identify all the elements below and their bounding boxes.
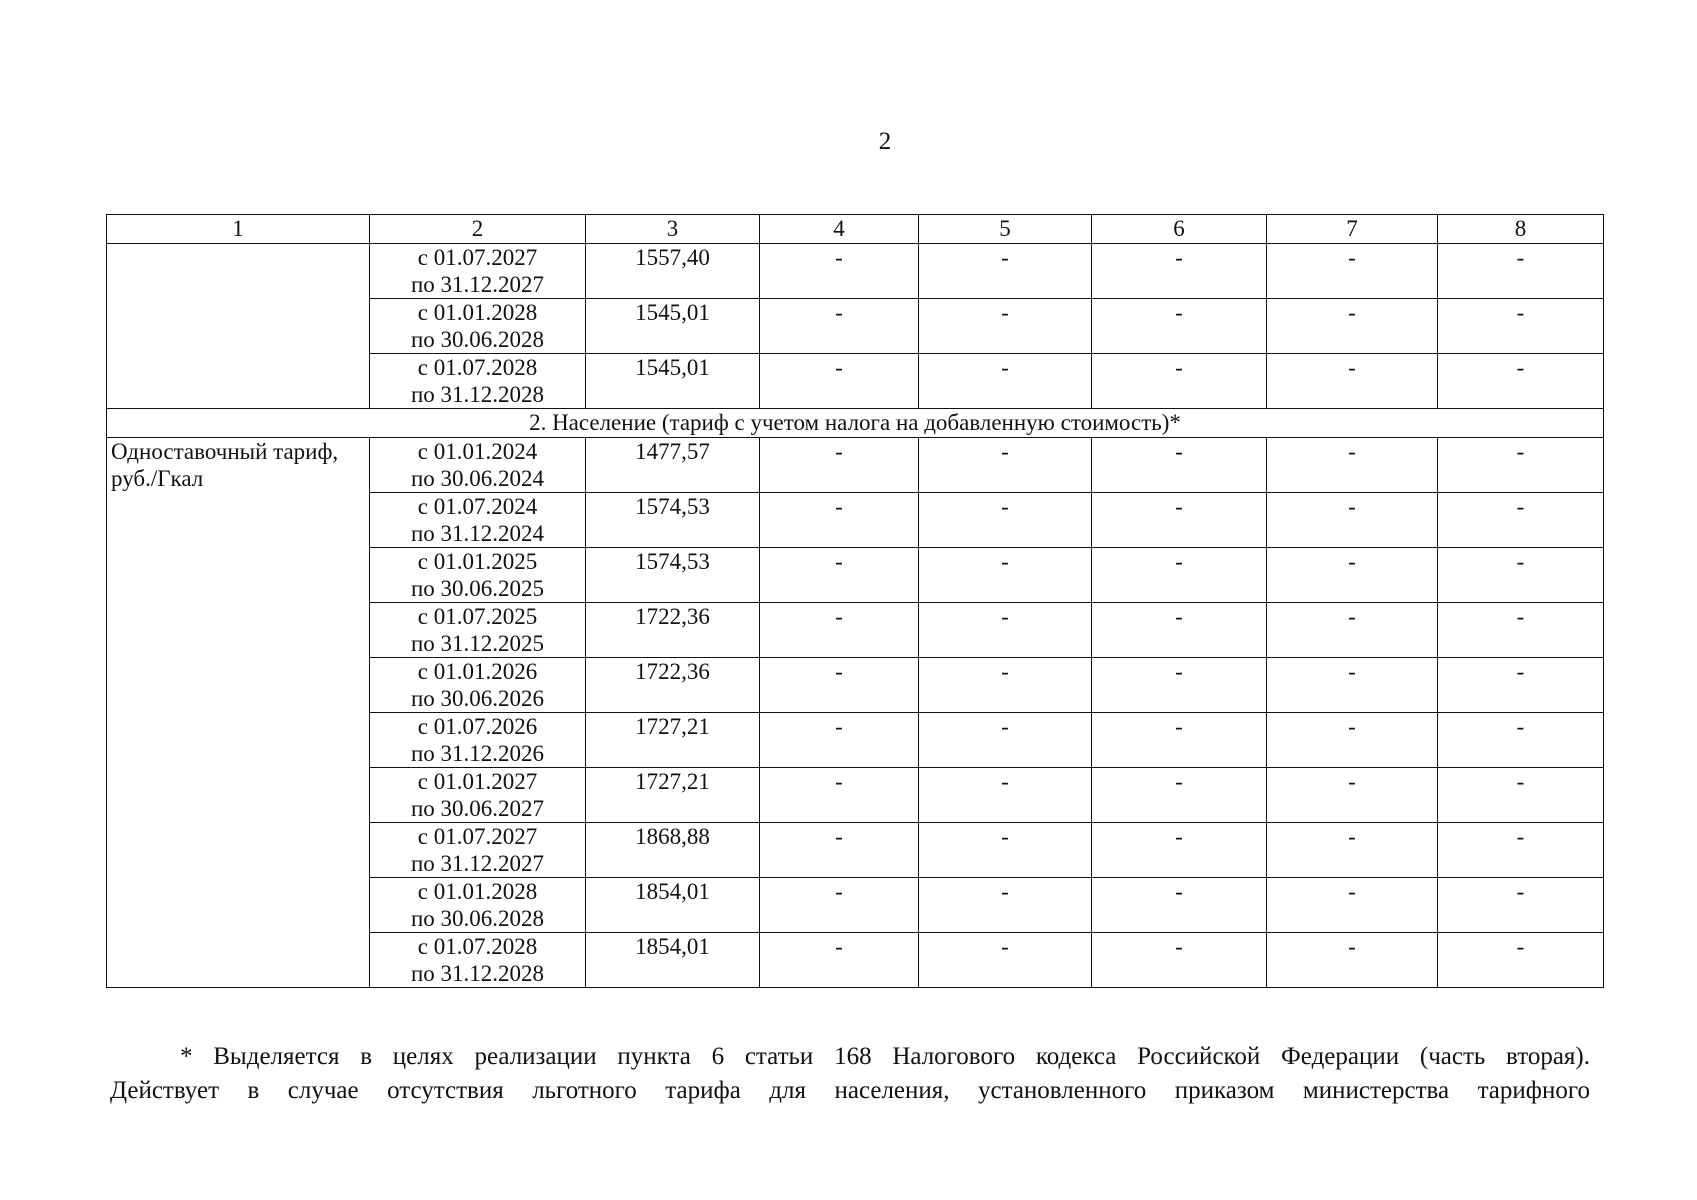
dash-cell: - — [1092, 713, 1267, 768]
dash-cell: - — [1267, 878, 1438, 933]
period-to: по 30.06.2024 — [410, 466, 545, 491]
tariff-value: 1545,01 — [586, 299, 760, 354]
dash-cell: - — [919, 493, 1092, 548]
dash-cell: - — [919, 438, 1092, 493]
column-header: 7 — [1267, 215, 1438, 244]
header-row — [107, 215, 1604, 244]
footnote-line: * Выделяется в целях реализации пункта 6 статьи 168 Налогового кодекса Российской Федерации (часть вторая). — [180, 1043, 1590, 1070]
period-to: по 30.06.2028 — [410, 906, 545, 931]
dash-cell: - — [1092, 933, 1267, 988]
dash-cell: - — [760, 603, 919, 658]
dash-cell: - — [1092, 823, 1267, 878]
dash-cell: - — [1092, 878, 1267, 933]
dash-cell: - — [1267, 658, 1438, 713]
footnote — [110, 1040, 1590, 1108]
dash-cell: - — [760, 299, 919, 354]
dash-cell: - — [1267, 603, 1438, 658]
period-cell — [370, 438, 586, 493]
dash-cell: - — [760, 878, 919, 933]
dash-cell: - — [1438, 548, 1604, 603]
column-header: 3 — [586, 215, 760, 244]
dash-cell: - — [760, 933, 919, 988]
footnote-line: Действует в случае отсутствия льготного тарифа для населения, установленного приказом министерства тарифного — [110, 1077, 1590, 1104]
tariff-value: 1477,57 — [586, 438, 760, 493]
period-cell — [370, 493, 586, 548]
period-from: с 01.07.2026 — [417, 714, 538, 739]
period-cell — [370, 823, 586, 878]
dash-cell: - — [919, 713, 1092, 768]
table-row — [107, 438, 1604, 493]
dash-cell: - — [1438, 878, 1604, 933]
dash-cell: - — [1438, 768, 1604, 823]
dash-cell: - — [919, 354, 1092, 409]
dash-cell: - — [919, 658, 1092, 713]
period-cell — [370, 933, 586, 988]
dash-cell: - — [1092, 244, 1267, 299]
column-header: 8 — [1438, 215, 1604, 244]
period-cell — [370, 244, 586, 299]
dash-cell: - — [1267, 244, 1438, 299]
period-from: с 01.01.2028 — [417, 300, 538, 325]
dash-cell: - — [1267, 768, 1438, 823]
dash-cell: - — [1092, 493, 1267, 548]
period-from: с 01.01.2026 — [417, 659, 538, 684]
dash-cell: - — [760, 713, 919, 768]
dash-cell: - — [919, 823, 1092, 878]
dash-cell: - — [760, 438, 919, 493]
tariff-value: 1727,21 — [586, 713, 760, 768]
dash-cell: - — [1438, 493, 1604, 548]
tariff-value: 1727,21 — [586, 768, 760, 823]
dash-cell: - — [1267, 713, 1438, 768]
column-header: 4 — [760, 215, 919, 244]
period-cell — [370, 878, 586, 933]
section-row — [107, 409, 1604, 438]
empty-label-cell — [107, 244, 370, 409]
period-from: с 01.07.2024 — [417, 494, 538, 519]
column-header: 5 — [919, 215, 1092, 244]
dash-cell: - — [1267, 548, 1438, 603]
period-from: с 01.07.2028 — [417, 355, 538, 380]
period-cell — [370, 548, 586, 603]
tariff-value: 1868,88 — [586, 823, 760, 878]
dash-cell: - — [919, 244, 1092, 299]
dash-cell: - — [1438, 823, 1604, 878]
period-from: с 01.01.2024 — [417, 439, 538, 464]
period-from: с 01.01.2027 — [417, 769, 538, 794]
column-header: 2 — [370, 215, 586, 244]
tariff-value: 1854,01 — [586, 878, 760, 933]
period-to: по 31.12.2026 — [410, 741, 545, 766]
column-header: 1 — [107, 215, 370, 244]
period-from: с 01.01.2025 — [417, 549, 538, 574]
period-to: по 31.12.2027 — [410, 851, 545, 876]
period-from: с 01.07.2028 — [417, 934, 538, 959]
period-from: с 01.01.2028 — [417, 879, 538, 904]
dash-cell: - — [1438, 438, 1604, 493]
dash-cell: - — [1267, 823, 1438, 878]
period-cell — [370, 713, 586, 768]
period-to: по 30.06.2025 — [410, 576, 545, 601]
dash-cell: - — [1092, 603, 1267, 658]
dash-cell: - — [1438, 354, 1604, 409]
period-cell — [370, 603, 586, 658]
period-cell — [370, 768, 586, 823]
table-row — [107, 244, 1604, 299]
dash-cell: - — [1092, 299, 1267, 354]
period-to: по 31.12.2028 — [410, 961, 545, 986]
period-to: по 30.06.2028 — [410, 327, 545, 352]
dash-cell: - — [919, 878, 1092, 933]
dash-cell: - — [1267, 933, 1438, 988]
tariff-value: 1722,36 — [586, 658, 760, 713]
dash-cell: - — [1267, 493, 1438, 548]
dash-cell: - — [919, 768, 1092, 823]
dash-cell: - — [1438, 299, 1604, 354]
dash-cell: - — [1092, 768, 1267, 823]
period-cell — [370, 354, 586, 409]
dash-cell: - — [760, 768, 919, 823]
period-from: с 01.07.2025 — [417, 604, 538, 629]
dash-cell: - — [1438, 713, 1604, 768]
dash-cell: - — [919, 933, 1092, 988]
period-to: по 31.12.2028 — [410, 382, 545, 407]
period-from: с 01.07.2027 — [417, 824, 538, 849]
dash-cell: - — [760, 548, 919, 603]
dash-cell: - — [760, 244, 919, 299]
tariff-value: 1574,53 — [586, 493, 760, 548]
tariff-table — [106, 214, 1604, 988]
section-title: 2. Население (тариф с учетом налога на добавленную стоимость)* — [107, 409, 1604, 438]
dash-cell: - — [1092, 438, 1267, 493]
tariff-value: 1854,01 — [586, 933, 760, 988]
dash-cell: - — [760, 658, 919, 713]
dash-cell: - — [760, 493, 919, 548]
dash-cell: - — [1267, 438, 1438, 493]
page-number: 2 — [878, 128, 892, 155]
period-to: по 30.06.2027 — [410, 796, 545, 821]
period-to: по 31.12.2024 — [410, 521, 545, 546]
dash-cell: - — [1267, 354, 1438, 409]
period-to: по 30.06.2026 — [410, 686, 545, 711]
period-cell — [370, 299, 586, 354]
dash-cell: - — [760, 823, 919, 878]
dash-cell: - — [760, 354, 919, 409]
dash-cell: - — [919, 603, 1092, 658]
dash-cell: - — [1267, 299, 1438, 354]
tariff-value: 1545,01 — [586, 354, 760, 409]
period-cell — [370, 658, 586, 713]
tariff-value: 1574,53 — [586, 548, 760, 603]
dash-cell: - — [1438, 244, 1604, 299]
dash-cell: - — [919, 548, 1092, 603]
dash-cell: - — [1092, 548, 1267, 603]
period-to: по 31.12.2027 — [410, 272, 545, 297]
tariff-value: 1557,40 — [586, 244, 760, 299]
dash-cell: - — [1438, 933, 1604, 988]
tariff-value: 1722,36 — [586, 603, 760, 658]
period-to: по 31.12.2025 — [410, 631, 545, 656]
dash-cell: - — [1438, 603, 1604, 658]
dash-cell: - — [1092, 354, 1267, 409]
column-header: 6 — [1092, 215, 1267, 244]
tariff-label: Одноставочный тариф, руб./Гкал — [107, 438, 370, 988]
dash-cell: - — [919, 299, 1092, 354]
dash-cell: - — [1092, 658, 1267, 713]
period-from: с 01.07.2027 — [417, 245, 538, 270]
dash-cell: - — [1438, 658, 1604, 713]
